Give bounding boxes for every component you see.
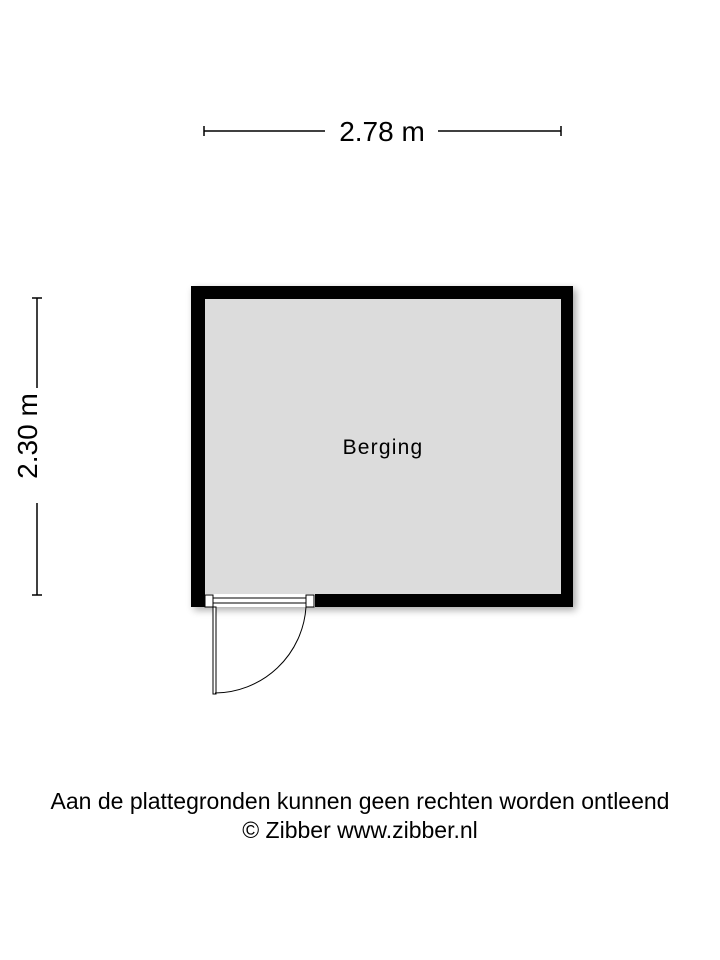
door-leaf [213, 607, 216, 694]
door-jamb-right [306, 595, 314, 607]
door [205, 594, 315, 694]
width-dimension [204, 116, 561, 147]
door-swing-arc [215, 607, 306, 693]
copyright-text: © Zibber www.zibber.nl [242, 817, 478, 843]
door-opening [205, 594, 315, 607]
height-dimension [12, 298, 43, 595]
room-label: Berging [342, 436, 424, 459]
width-dimension-label: 2.78 m [339, 116, 425, 147]
height-dimension-label: 2.30 m [12, 393, 43, 479]
door-jamb-left [205, 595, 213, 607]
disclaimer-text: Aan de plattegronden kunnen geen rechten worden ontleend [50, 788, 670, 814]
